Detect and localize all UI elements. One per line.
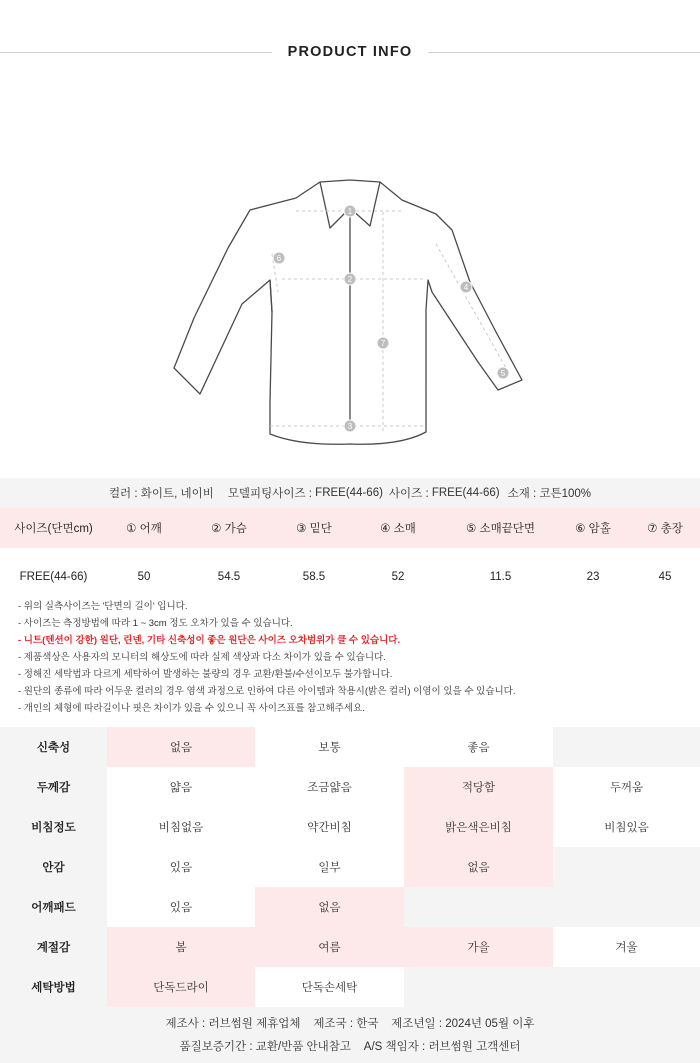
size-table — [0, 508, 700, 606]
size-header-chest: ② 가슴 — [181, 508, 277, 548]
attr-label: 비침정도 — [31, 822, 76, 834]
attr-label: 두께감 — [36, 782, 71, 794]
cuff-cell: 11.5 — [489, 571, 512, 583]
attr-option: 보통 — [255, 727, 404, 767]
attr-option: 두꺼움 — [553, 767, 700, 807]
color-label: 컬러 : — [108, 488, 141, 500]
size-header-cuff: ⑤ 소매끝단면 — [445, 508, 556, 548]
attr-option: 얇음 — [107, 767, 255, 807]
attr-option: 가을 — [404, 927, 553, 967]
attr-option: 적당함 — [404, 767, 553, 807]
attr-option: 없음 — [255, 887, 404, 927]
attr-option: 있음 — [107, 847, 255, 887]
attr-option — [553, 727, 700, 767]
attr-row-season — [0, 927, 700, 967]
attr-label: 세탁방법 — [31, 982, 76, 994]
attr-option — [404, 967, 553, 1007]
size-value: FREE(44-66) — [431, 487, 500, 499]
attr-option: 봄 — [107, 927, 255, 967]
size-cell: FREE(44-66) — [19, 571, 88, 583]
attr-label: 안감 — [42, 862, 65, 874]
size-label: 사이즈 : — [388, 488, 432, 500]
attr-option: 겨울 — [553, 927, 700, 967]
maker-value: 러브썸원 제휴업체 — [208, 1018, 301, 1030]
marker-1-label: 1 — [347, 207, 353, 216]
country-label: 제조국 : — [313, 1018, 357, 1030]
shirt-illustration — [170, 172, 530, 450]
size-header-shoulder: ① 어깨 — [107, 508, 181, 548]
attr-row-lining — [0, 847, 700, 887]
footer-line-warranty — [0, 1038, 700, 1054]
attr-label: 신축성 — [36, 742, 71, 754]
attr-option — [553, 967, 700, 1007]
size-header-length: ⑦ 총장 — [630, 508, 700, 548]
attr-option — [553, 847, 700, 887]
shoulder-cell: 50 — [137, 571, 151, 583]
country-value: 한국 — [356, 1018, 379, 1030]
note-item: - 개인의 체형에 따라길이나 핏은 차이가 있을 수 있으니 꼭 사이즈표를 참고해주세요. — [18, 703, 365, 714]
product-info-header — [0, 40, 700, 66]
marker-3-label: 3 — [347, 422, 353, 431]
size-notes — [18, 598, 688, 717]
attr-option: 있음 — [107, 887, 255, 927]
size-header-hem: ③ 밑단 — [277, 508, 351, 548]
attr-label: 어깨패드 — [31, 902, 76, 914]
marker-4-label: 4 — [463, 283, 469, 292]
attr-option — [404, 887, 553, 927]
model-fit-label: 모델피팅사이즈 : — [227, 488, 316, 500]
note-item: - 제품색상은 사용자의 모니터의 해상도에 따라 실제 색상과 다소 차이가 있을 수 있습니다. — [18, 652, 386, 663]
attr-option: 일부 — [255, 847, 404, 887]
note-item-warning: - 니트(텐션이 강한) 원단, 린넨, 기타 신축성이 좋은 원단은 사이즈 오차범위가 클 수 있습니다. — [18, 635, 401, 646]
attr-option: 없음 — [404, 847, 553, 887]
fabric-attributes-grid — [0, 727, 700, 1007]
size-header-armhole: ⑥ 암홀 — [556, 508, 630, 548]
attr-option — [553, 887, 700, 927]
color-value: 화이트, 네이비 — [140, 488, 214, 500]
length-cell: 45 — [658, 571, 672, 583]
product-footer — [0, 1007, 700, 1063]
date-value: 2024년 05월 이후 — [445, 1018, 535, 1030]
marker-6-label: 6 — [276, 254, 282, 263]
as-label: A/S 책임자 : — [363, 1041, 429, 1053]
attr-label: 계절감 — [36, 942, 71, 954]
sleeve-cell: 52 — [391, 571, 405, 583]
hem-cell: 58.5 — [302, 571, 326, 583]
attr-option: 비침있음 — [553, 807, 700, 847]
chest-cell: 54.5 — [217, 571, 241, 583]
attr-row-shoulder-pad — [0, 887, 700, 927]
note-item: - 원단의 종류에 따라 어두운 컬러의 경우 염색 과정으로 인하여 다른 아이템과 착용시(밝은 컬러) 이염이 있을 수 있습니다. — [18, 686, 516, 697]
warranty-label: 품질보증기간 : — [179, 1041, 256, 1053]
marker-5-label: 5 — [500, 369, 506, 378]
attr-row-sheerness — [0, 807, 700, 847]
material-value: 코튼100% — [539, 488, 592, 500]
attr-option: 없음 — [107, 727, 255, 767]
attr-row-washing — [0, 967, 700, 1007]
armhole-cell: 23 — [586, 571, 600, 583]
marker-2-label: 2 — [347, 275, 353, 284]
header-divider-right — [428, 52, 700, 53]
date-label: 제조년일 : — [391, 1018, 446, 1030]
model-fit-value: FREE(44-66) — [315, 487, 383, 499]
material-label: 소재 : — [507, 488, 540, 500]
attr-option: 밝은색은비침 — [404, 807, 553, 847]
warranty-value: 교환/반품 안내참고 — [255, 1041, 351, 1053]
page-title: PRODUCT INFO — [287, 44, 413, 60]
marker-7-label: 7 — [380, 339, 386, 348]
product-summary — [0, 478, 700, 508]
size-header-size: 사이즈(단면cm) — [0, 508, 107, 548]
note-item: - 사이즈는 측정방법에 따라 1 ~ 3cm 정도 오차가 있을 수 있습니다. — [18, 618, 293, 629]
as-value: 러브썸원 고객센터 — [428, 1041, 521, 1053]
attr-option: 조금얇음 — [255, 767, 404, 807]
size-header-sleeve: ④ 소매 — [351, 508, 445, 548]
note-item: - 위의 실측사이즈는 '단면의 길이' 입니다. — [18, 601, 188, 612]
attr-option: 약간비침 — [255, 807, 404, 847]
attr-option: 단독손세탁 — [255, 967, 404, 1007]
maker-label: 제조사 : — [165, 1018, 209, 1030]
attr-option: 여름 — [255, 927, 404, 967]
attr-row-stretch — [0, 727, 700, 767]
attr-option: 좋음 — [404, 727, 553, 767]
attr-row-thickness — [0, 767, 700, 807]
size-table-header — [0, 508, 700, 548]
attr-option: 단독드라이 — [107, 967, 255, 1007]
attr-option: 비침없음 — [107, 807, 255, 847]
note-item: - 정해진 세탁법과 다르게 세탁하여 발생하는 불량의 경우 교환/환불/수선이모두 불가합니다. — [18, 669, 393, 680]
footer-line-maker — [0, 1015, 700, 1031]
